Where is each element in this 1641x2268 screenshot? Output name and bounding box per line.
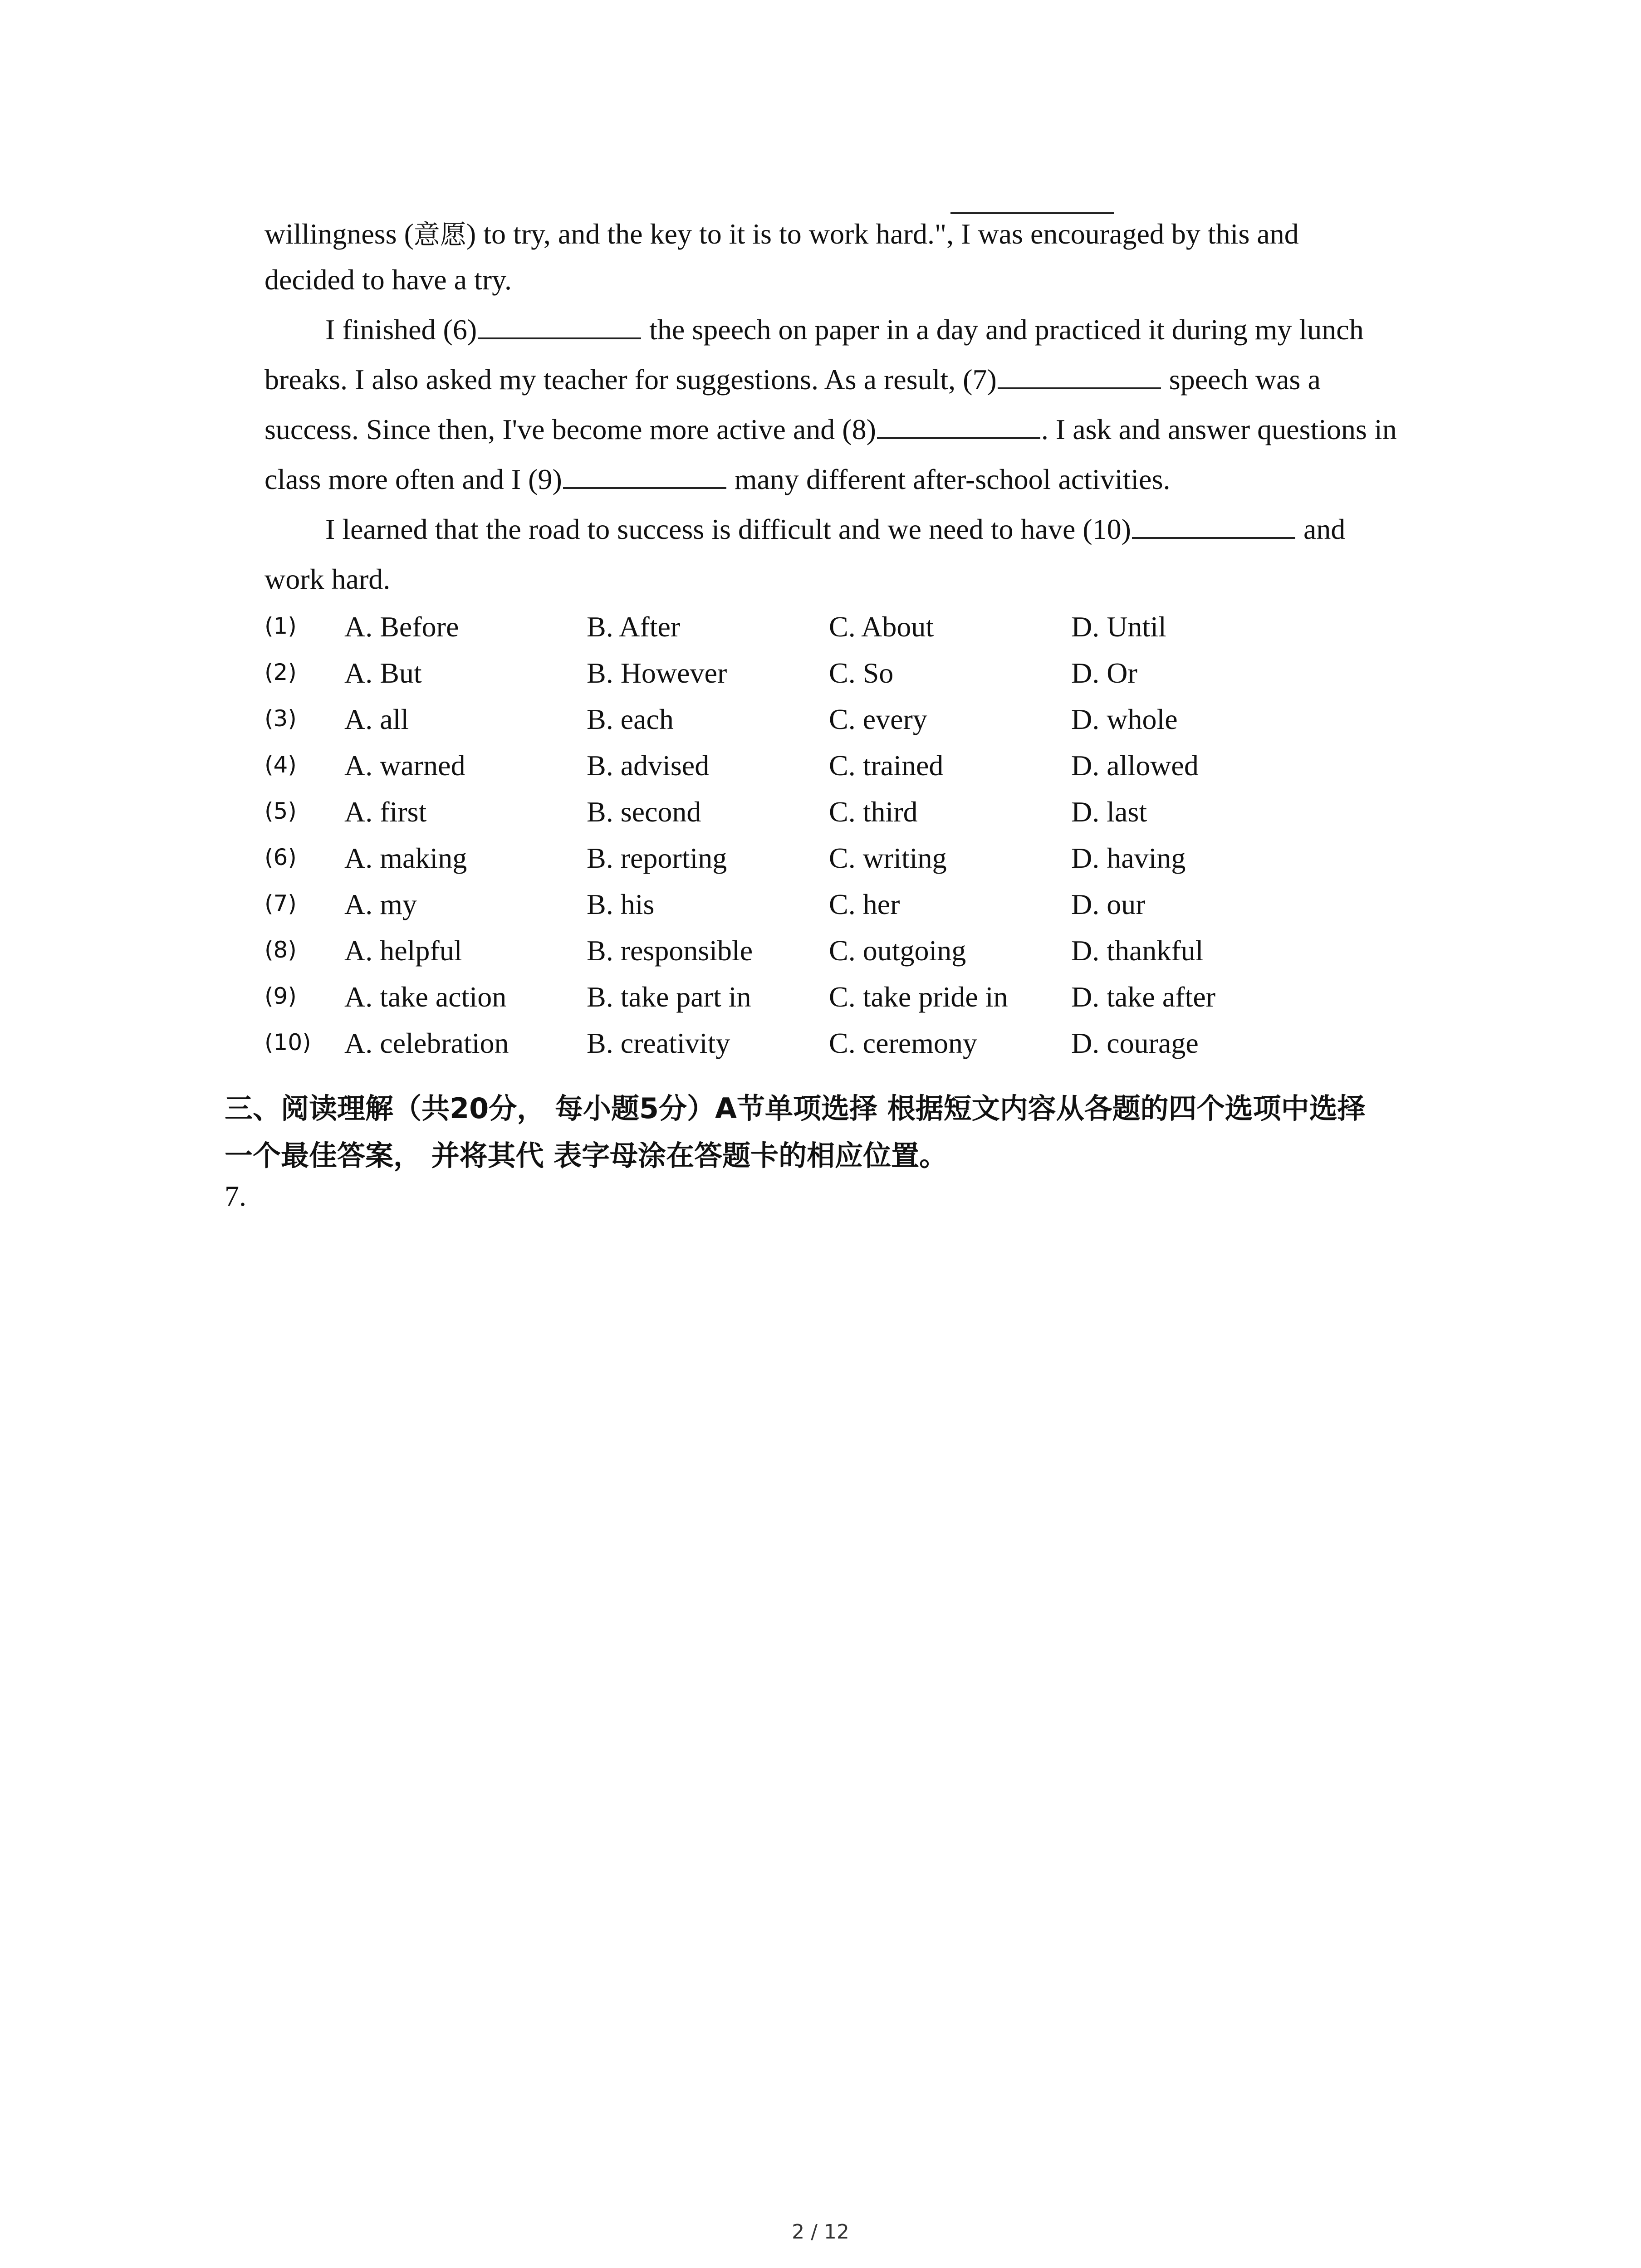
option-b[interactable]: B. However (587, 657, 727, 689)
option-d[interactable]: D. our (1071, 888, 1146, 920)
option-b[interactable]: B. second (587, 796, 701, 828)
question-number: (6) (265, 844, 297, 870)
option-a[interactable]: A. first (344, 796, 427, 828)
option-d[interactable]: D. Or (1071, 657, 1137, 689)
option-row-2 (265, 656, 1444, 702)
option-a[interactable]: A. making (344, 842, 467, 874)
option-d[interactable]: D. allowed (1071, 749, 1199, 782)
passage-line (265, 263, 512, 297)
option-d[interactable]: D. courage (1071, 1027, 1199, 1059)
option-c[interactable]: C. outgoing (829, 934, 966, 967)
passage-text: success. Since then, I've become more active and (8) (265, 413, 876, 445)
option-d[interactable]: D. last (1071, 796, 1147, 828)
passage-line (265, 463, 1170, 496)
option-a[interactable]: A. my (344, 888, 417, 920)
option-d[interactable]: D. Until (1071, 611, 1166, 643)
option-b[interactable]: B. reporting (587, 842, 727, 874)
option-row-6 (265, 841, 1444, 887)
option-c[interactable]: C. take pride in (829, 981, 1008, 1013)
passage-text: and (1296, 513, 1346, 545)
question-number: (1) (265, 613, 297, 639)
question-number: (7) (265, 890, 297, 917)
option-c[interactable]: C. her (829, 888, 900, 920)
option-b[interactable]: B. each (587, 703, 674, 735)
blank-6[interactable] (478, 337, 641, 339)
option-a[interactable]: A. celebration (344, 1027, 509, 1059)
question-number: (5) (265, 798, 297, 824)
section-heading (225, 1085, 1450, 1179)
passage-text: decided to have a try. (265, 264, 512, 296)
passage-line (325, 313, 1364, 347)
passage-line (265, 363, 1321, 396)
option-c[interactable]: C. trained (829, 749, 944, 782)
option-c[interactable]: C. So (829, 657, 894, 689)
passage-line (265, 213, 1299, 251)
option-c[interactable]: C. third (829, 796, 918, 828)
option-b[interactable]: B. his (587, 888, 655, 920)
question-number: (8) (265, 937, 297, 963)
option-row-4 (265, 749, 1444, 794)
option-row-1 (265, 610, 1444, 655)
section-heading-line: 一个最佳答案， 并将其代 表字母涂在答题卡的相应位置。 (225, 1139, 948, 1172)
option-b[interactable]: B. creativity (587, 1027, 730, 1059)
passage-text: work hard. (265, 563, 391, 595)
passage-text: speech was a (1161, 363, 1321, 396)
option-a[interactable]: A. take action (344, 981, 507, 1013)
blank-8[interactable] (877, 437, 1040, 439)
passage-text: class more often and I (9) (265, 463, 562, 495)
passage-line (265, 413, 1397, 446)
option-d[interactable]: D. thankful (1071, 934, 1204, 967)
question-number: 7. (225, 1180, 246, 1212)
option-b[interactable]: B. responsible (587, 934, 753, 967)
option-row-7 (265, 888, 1444, 933)
question-number: (2) (265, 659, 297, 685)
passage-text: . I ask and answer questions in (1041, 413, 1397, 445)
option-row-3 (265, 703, 1444, 748)
question-number: (9) (265, 983, 297, 1009)
passage-cjk-gloss: 意愿 (413, 219, 466, 250)
option-a[interactable]: A. But (344, 657, 422, 689)
passage-text: breaks. I also asked my teacher for suggestions. As a result, (7) (265, 363, 997, 396)
option-b[interactable]: B. take part in (587, 981, 751, 1013)
question-number: (4) (265, 752, 297, 778)
option-row-5 (265, 795, 1444, 841)
option-c[interactable]: C. ceremony (829, 1027, 977, 1059)
passage-text: many different after-school activities. (727, 463, 1171, 495)
option-b[interactable]: B. After (587, 611, 681, 643)
option-c[interactable]: C. writing (829, 842, 947, 874)
passage-line (325, 513, 1345, 546)
option-row-9 (265, 980, 1444, 1026)
passage-text: I learned that the road to success is difficult and we need to have (10) (325, 513, 1131, 545)
question-number: (10) (265, 1029, 311, 1056)
page-number: 2 / 12 (792, 2220, 849, 2244)
option-b[interactable]: B. advised (587, 749, 710, 782)
blank-10[interactable] (1132, 537, 1295, 539)
option-d[interactable]: D. whole (1071, 703, 1178, 735)
option-d[interactable]: D. take after (1071, 981, 1216, 1013)
option-row-8 (265, 934, 1444, 979)
blank-7[interactable] (998, 387, 1161, 389)
passage-text: the speech on paper in a day and practiced it during my lunch (642, 313, 1364, 346)
option-d[interactable]: D. having (1071, 842, 1186, 874)
option-a[interactable]: A. Before (344, 611, 459, 643)
option-c[interactable]: C. About (829, 611, 934, 643)
option-a[interactable]: A. all (344, 703, 409, 735)
passage-line (265, 562, 390, 596)
option-a[interactable]: A. helpful (344, 934, 462, 967)
option-c[interactable]: C. every (829, 703, 927, 735)
question-number: (3) (265, 705, 297, 732)
blank-9[interactable] (563, 487, 726, 489)
passage-text: I finished (6) (325, 313, 477, 346)
section-heading-line: 三、阅读理解（共20分， 每小题5分）A节单项选择 根据短文内容从各题的四个选项中选择 (225, 1092, 1366, 1125)
passage-text: ) to try, and the key to it is to work hard.", I was encouraged by this and (466, 218, 1299, 250)
passage-text: willingness ( (265, 218, 414, 250)
option-row-10 (265, 1026, 1444, 1072)
option-a[interactable]: A. warned (344, 749, 465, 782)
